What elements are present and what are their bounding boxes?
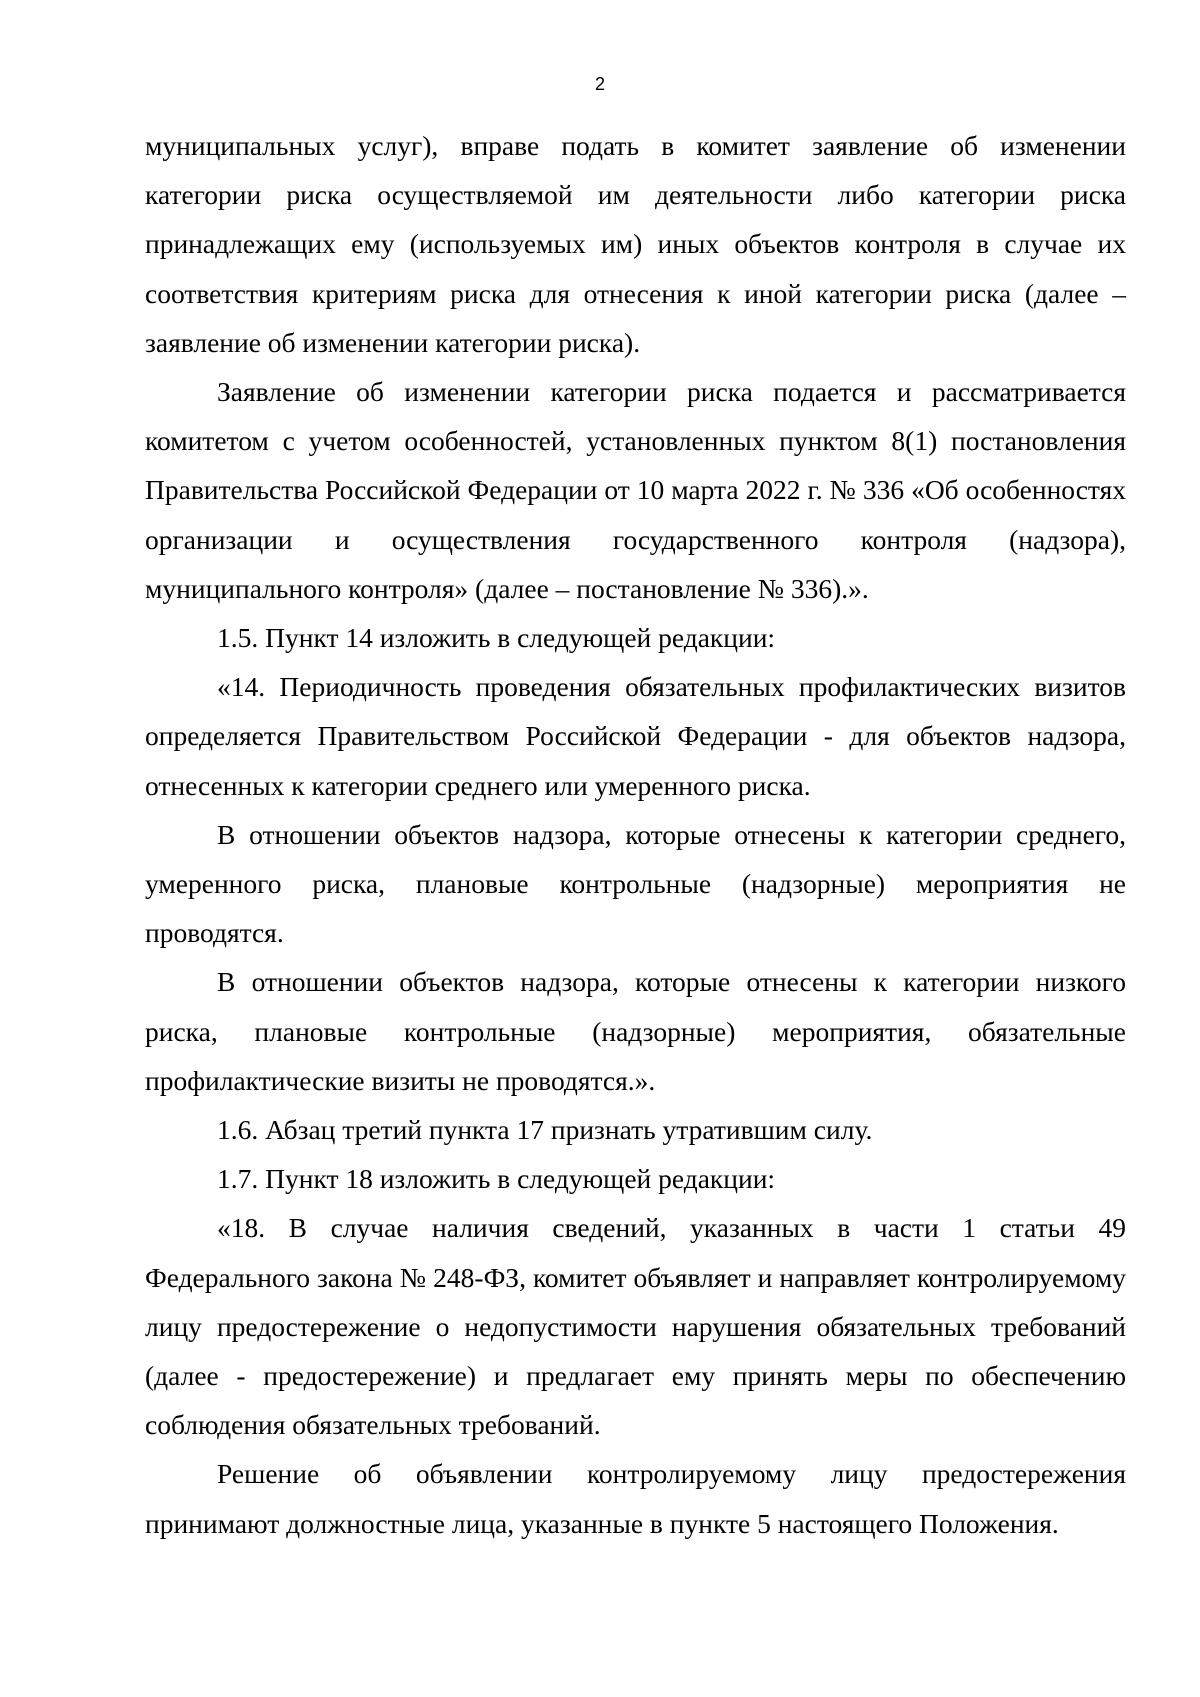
paragraph-warning-decision: Решение об объявлении контролируемому лицу предостережения принимают должностные лица, указанные в пункте 5 настоящего Положения. [145,1458,1126,1539]
paragraph-medium-risk: В отношении объектов надзора, которые отнесены к категории среднего, умеренного риска, плановые контрольные (надзорные) мероприятия не проводятся. [145,818,1126,949]
paragraph-risk-change-application: Заявление об изменении категории риска подается и рассматривается комитетом с учетом особенностей, установленных пунктом 8(1) постановления Правительства Российской Федерации от 10 марта 2022 г. № 336 «Об особенностях организации и осуществления государственного контроля (надзора), муниципального контроля» (далее – постановление № 336).». [145,376,1126,604]
paragraph-low-risk: В отношении объектов надзора, которые отнесены к категории низкого риска, плановые контрольные (надзорные) мероприятия, обязательные профилактические визиты не проводятся.». [145,966,1126,1096]
page-number: 2 [594,74,605,94]
paragraph-item-1-6: 1.6. Абзац третий пункта 17 признать утратившим силу. [217,1114,873,1146]
document-body [145,121,1126,1548]
paragraph-item-1-5: 1.5. Пункт 14 изложить в следующей редакции: [217,622,776,654]
paragraph-clause-14: «14. Периодичность проведения обязательных профилактических визитов определяется Правительством Российской Федерации - для объектов надзора, отнесенных к категории среднего или умеренного риска. [145,671,1126,801]
paragraph-item-1-7: 1.7. Пункт 18 изложить в следующей редакции: [217,1163,776,1195]
paragraph-clause-18: «18. В случае наличия сведений, указанных в части 1 статьи 49 Федерального закона № 248-ФЗ, комитет объявляет и направляет контролируемому лицу предостережение о недопустимости нарушения обязательных требований (далее - предостережение) и предлагает ему принять меры по обеспечению соблюдения обязательных требований. [145,1212,1126,1441]
paragraph-continuation: муниципальных услуг), вправе подать в комитет заявление об изменении категории риска осуществляемой им деятельности либо категории риска принадлежащих ему (используемых им) иных объектов контроля в случае их соответствия критериям риска для отнесения к иной категории риска (далее – заявление об изменении категории риска). [145,130,1126,358]
